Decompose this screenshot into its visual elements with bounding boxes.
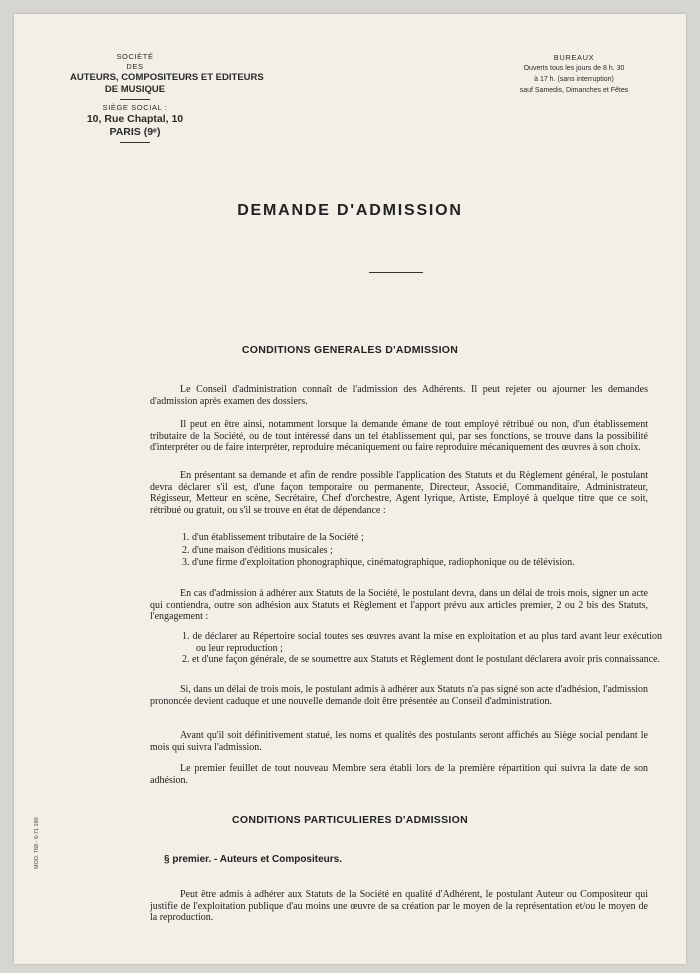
office-hours [484, 52, 664, 96]
list-item: 2. d'une maison d'éditions musicales ; [182, 545, 333, 556]
office-hours-title: BUREAUX [553, 53, 595, 62]
paragraph: Le premier feuillet de tout nouveau Membre sera établi lors de la première répartition qui suivra la date de son adhésion. [150, 763, 648, 786]
section-heading-particular: CONDITIONS PARTICULIERES D'ADMISSION [232, 814, 468, 826]
subsection-heading: § premier. - Auteurs et Compositeurs. [164, 854, 343, 865]
office-hours-line-2: à 17 h. (sans interruption) [534, 76, 614, 83]
siege-label: SIÈGE SOCIAL : [102, 103, 168, 112]
list-item: 1. de déclarer au Répertoire social toutes ses œuvres avant la mise en exploitation et au plus tard avant leur exécution ou leur reproduction ; [182, 631, 662, 654]
paragraph: Il peut en être ainsi, notamment lorsque la demande émane de tout employé rétribué ou non, d'un établissement tributaire de la Société, ou de tout intéressé dans un tel établissement qui, par ses fonctions, se trouve dans la possibilité d'interpréter ou de faire interpréter, reproduire mécaniquement ou faire reproduire mécaniquement des œuvres à son choix. [150, 419, 648, 454]
title-divider [369, 272, 423, 273]
city: PARIS (9ᵉ) [109, 126, 161, 138]
list-item: 1. d'un établissement tributaire de la Société ; [182, 532, 364, 543]
society-line-2: DES [126, 62, 144, 71]
society-name: AUTEURS, COMPOSITEURS ET EDITEURS [70, 72, 264, 83]
society-header [70, 52, 264, 146]
office-hours-line-3: sauf Samedis, Dimanches et Fêtes [519, 87, 629, 94]
office-hours-line-1: Ouverts tous les jours de 8 h. 30 [523, 65, 625, 72]
list-item: 3. d'une firme d'exploitation phonographique, cinématographique, radiophonique ou de télévision. [182, 557, 575, 568]
document-title: DEMANDE D'ADMISSION [237, 202, 463, 219]
paragraph: Avant qu'il soit définitivement statué, les noms et qualités des postulants seront affichés au Siège social pendant le mois qui suivra l'admission. [150, 730, 648, 753]
header-divider-2 [120, 142, 150, 143]
list-item: 2. et d'une façon générale, de se soumettre aux Statuts et Règlement dont le postulant déclarera avoir pris connaissance. [182, 654, 661, 665]
document-page [14, 14, 686, 964]
paragraph: Si, dans un délai de trois mois, le postulant admis à adhérer aux Statuts n'a pas signé son acte d'adhésion, l'admission prononcée devient caduque et une nouvelle demande doit être présentée au Conseil d'administration. [150, 684, 648, 707]
society-line-1: SOCIÉTÉ [116, 52, 154, 61]
paragraph: En présentant sa demande et afin de rendre possible l'application des Statuts et du Règlement général, le postulant devra déclarer s'il est, d'une façon temporaire ou permanente, Directeur, Associé, Commanditaire, Administrateur, Régisseur, Metteur en scène, Secrétaire, Chef d'orchestre, Agent lyrique, Artiste, Employé à quelque titre que ce soit, rétribué ou gratuit, ou s'il se trouve en état de dépendance : [150, 470, 648, 516]
address: 10, Rue Chaptal, 10 [86, 113, 184, 125]
paragraph: Peut être admis à adhérer aux Statuts de la Société en qualité d'Adhérent, le postulant Auteur ou Compositeur qui justifie de l'exploitation publique d'au moins une œuvre de sa création par le moyen de la représentation et/ou le moyen de la reproduction. [150, 889, 648, 924]
section-heading-general: CONDITIONS GENERALES D'ADMISSION [241, 344, 459, 356]
form-reference: MOD. 768 - 6-71 180 [34, 817, 40, 869]
paragraph: En cas d'admission à adhérer aux Statuts de la Société, le postulant devra, dans un délai de trois mois, signer un acte qui contiendra, outre son adhésion aux Statuts et Règlement et l'apport prévu aux articles premier, 2 ou 2 bis des Statuts, l'engagement : [150, 588, 648, 623]
society-name-2: DE MUSIQUE [104, 84, 166, 95]
header-divider [120, 99, 150, 100]
paragraph: Le Conseil d'administration connaît de l'admission des Adhérents. Il peut rejeter ou ajourner les demandes d'admission après examen des dossiers. [150, 384, 648, 407]
